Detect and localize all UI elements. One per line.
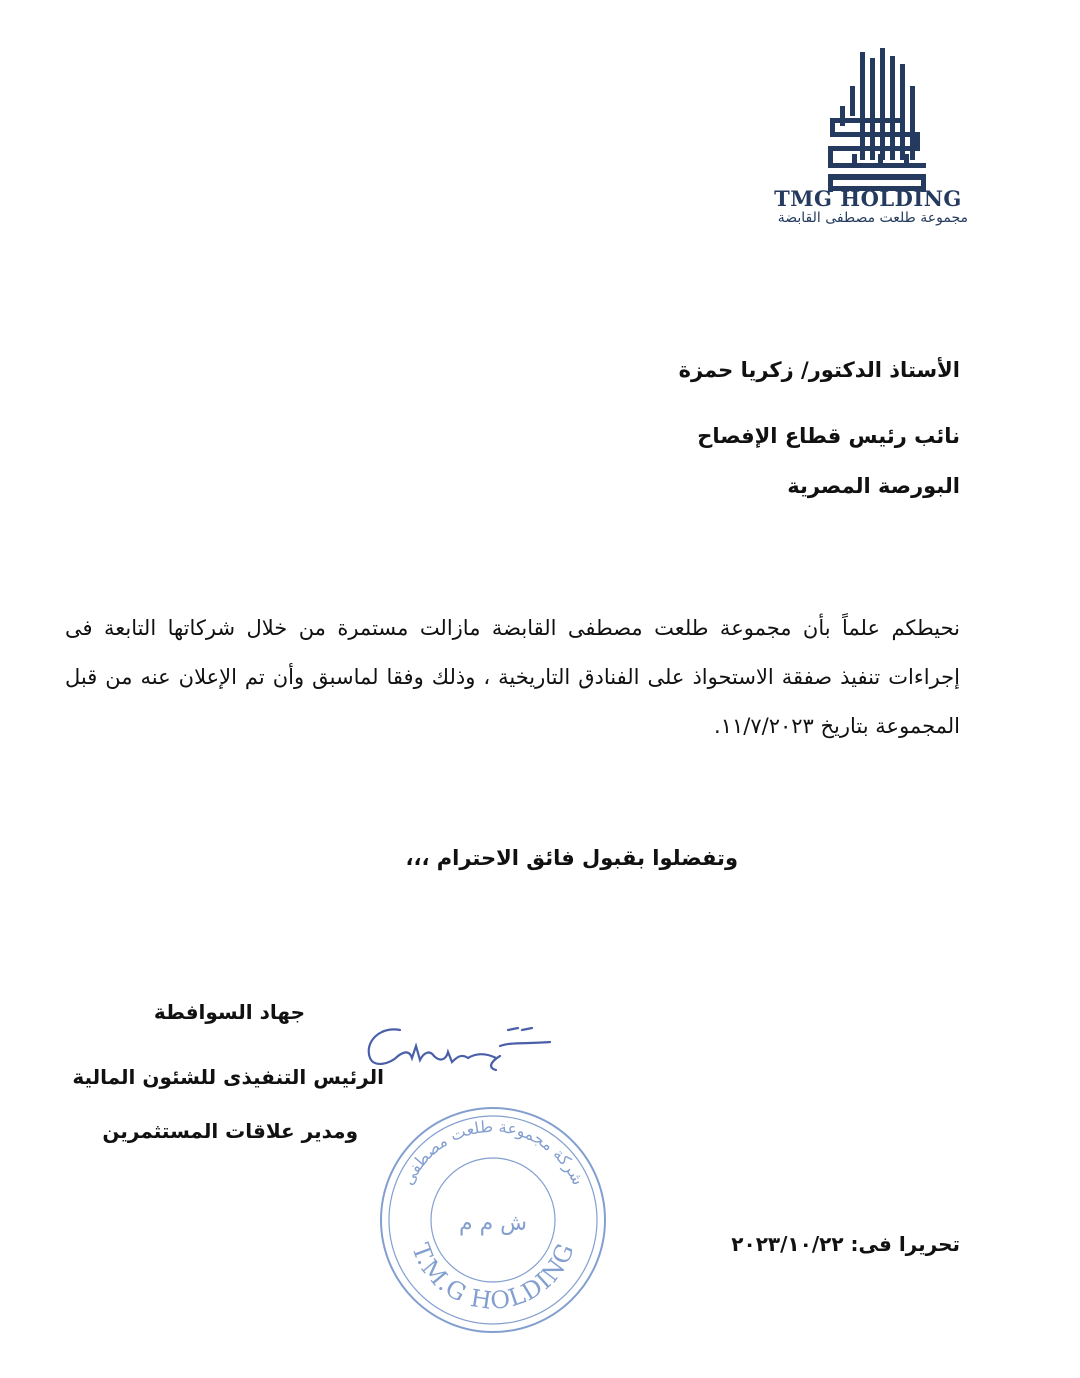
svg-text:شركة مجموعة طلعت مصطفى	[398, 1117, 588, 1188]
recipient-name: الأستاذ الدكتور/ زكريا حمزة	[678, 358, 960, 382]
stamp-center-text: ش م م	[458, 1211, 528, 1236]
tmg-logo-mark-icon	[808, 46, 938, 194]
signatory-title-line2: ومدير علاقات المستثمرين	[102, 1119, 358, 1143]
signatory-title-line1: الرئيس التنفيذى للشئون المالية	[72, 1065, 384, 1089]
company-stamp-icon	[373, 1100, 613, 1340]
company-subtitle: مجموعة طلعت مصطفى القابضة	[777, 210, 968, 226]
signatory-name: جهاد السوافطة	[153, 1000, 305, 1024]
recipient-title: نائب رئيس قطاع الإفصاح	[697, 424, 960, 448]
company-name: TMG HOLDING	[774, 186, 962, 211]
recipient-organization: البورصة المصرية	[787, 474, 960, 498]
company-logo	[768, 46, 968, 236]
stamp-bottom-text: T.M.G HOLDING	[406, 1238, 580, 1316]
letter-body-paragraph: نحيطكم علماً بأن مجموعة طلعت مصطفى القابضة مازالت مستمرة من خلال شركاتها التابعة فى إجراءات تنفيذ صفقة الاستحواذ على الفنادق التاريخية ، وذلك وفقا لماسبق وأن تم الإعلان عنه من قبل المجموعة بتاريخ ١١/٧/٢٠٢٣.	[65, 616, 960, 738]
closing-line: وتفضلوا بقبول فائق الاحترام ،،،	[405, 846, 738, 870]
issue-date: تحريرا فى: ٢٠٢٣/١٠/٢٢	[731, 1232, 960, 1256]
stamp-ring-text: شركة مجموعة طلعت مصطفى	[398, 1116, 588, 1188]
